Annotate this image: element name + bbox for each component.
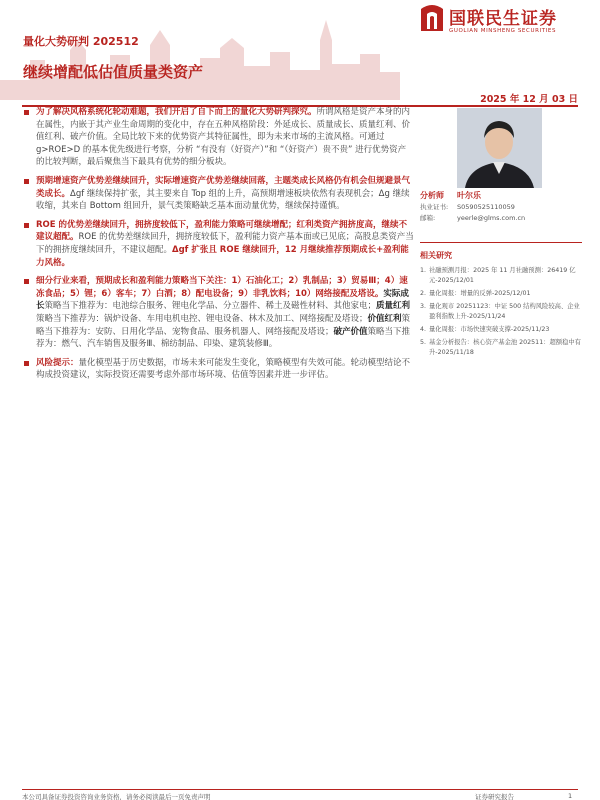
bullet-highlight: 细分行业来看，预期成长和盈利能力策略当下关注：1）石油化工；2）乳制品；3）贸易Ⅲ；4）速冻食品；5）锂；6）客车；7）白酒；8）配电设备；9）非乳饮料；10）网络接配及塔设。: [36, 276, 408, 299]
bullet-highlight: 风险提示：: [36, 357, 79, 368]
cert-number: S0590525110059: [457, 203, 515, 211]
related-item-number: 2.: [420, 290, 427, 297]
related-item-title: 社融预测月报：2025 年 11 月社融预测：26419 亿元-2025/12/01: [429, 267, 576, 284]
bullet-text: 策略当下推荐为：燃气、汽车销售及服务Ⅲ、棉纺制品、印染、建筑装修Ⅲ。: [36, 326, 411, 350]
analyst-cert-row: [420, 202, 582, 213]
email-label: 邮箱:: [420, 214, 436, 222]
page-number: 1: [568, 792, 573, 800]
report-header: [0, 0, 600, 110]
bullet-highlight: Δgf 扩张且 ROE 继续回升，12 月继续推荐预期成长+盈利能力风格。: [36, 244, 409, 268]
related-research-item[interactable]: [420, 338, 582, 358]
company-logo: [418, 3, 583, 41]
bullet-highlight: 破产价值: [333, 326, 368, 337]
footer-category: 证券研究报告: [475, 793, 514, 800]
related-research-item[interactable]: [420, 266, 582, 286]
report-date: 2025 年 12 月 03 日: [480, 94, 578, 105]
logo-english-name: GUOLIAN MINSHENG SECURITIES: [449, 28, 557, 34]
related-item-number: 5.: [420, 339, 427, 346]
analyst-role: 分析师: [420, 191, 444, 200]
bullet-text: 策略当下推荐为：锅炉设备、车用电机电控、锂电设备、林木及加工、网络接配及塔设；: [36, 313, 368, 324]
related-research-item[interactable]: [420, 302, 582, 322]
footer-disclaimer: 本公司具备证券投资咨询业务资格，请务必阅读最后一页免责声明: [22, 793, 211, 800]
bullet-highlight: 质量红利: [376, 301, 411, 312]
related-research-item[interactable]: [420, 325, 582, 335]
related-research-list: [420, 266, 582, 361]
analyst-email-row: [420, 213, 582, 224]
logo-chinese-name: 国联民生证券: [449, 9, 557, 29]
bullet-text: ROE 的优势差继续回升，拥挤度较低下，盈利能力资产基本面或已见底；高股息类资产当下的拥挤度继续回升，不建议超配。: [36, 232, 414, 255]
bullet-highlight: 实际成长: [36, 288, 409, 312]
bullet-text: Δgf 继续保持扩张，其主要来自 Top 组的上升，高预期增速板块依然有表现机会；Δg 继续收缩，其来自 Bottom 组回升，景气类策略缺乏基本面动量优势，继续保持谨慎。: [36, 188, 410, 212]
summary-bullet: [22, 357, 414, 382]
cert-label: 执业证书:: [420, 203, 449, 211]
related-research-item[interactable]: [420, 289, 582, 299]
bullet-text: 策略当下推荐为：电池综合服务、锂电化学品、分立器件、稀土及磁性材料、其他家电；: [44, 301, 377, 312]
analyst-info: [420, 190, 582, 224]
related-item-number: 4.: [420, 326, 427, 333]
bullet-highlight: 为了解决风格系统化轮动难题，我们开启了自下而上的量化大势研判探究。: [36, 107, 317, 117]
summary-bullet: [22, 275, 414, 351]
related-item-title: 量化周报：增量的反弹-2025/12/01: [429, 290, 531, 297]
related-item-number: 1.: [420, 267, 427, 274]
related-item-number: 3.: [420, 303, 427, 310]
related-item-title: 量化周报：市场快速突破支撑-2025/11/23: [429, 326, 550, 333]
related-item-title: 量化观市 20251123：中证 500 结构风险较高、企业盈利指数上升-2025/11/24: [429, 303, 580, 320]
logo-mark-icon: [418, 3, 446, 33]
analyst-name-row: [420, 190, 582, 202]
summary-bullet: [22, 219, 414, 269]
summary-bullet: [22, 175, 414, 213]
bullet-highlight: 预期增速资产优势差继续回升，实际增速资产优势差继续回落，主题类成长风格仍有机会但规避景气类成长。: [36, 175, 411, 199]
footer-divider: [22, 789, 578, 790]
bullet-highlight: ROE 的优势差继续回升，拥挤度较低下，盈利能力策略可继续增配；红利类资产拥挤度高，继续不建议超配。: [36, 219, 408, 243]
report-series: 量化大势研判 202512: [23, 35, 139, 48]
bullet-text: 策略当下推荐为：安防、日用化学品、宠物食品、服务机器人、网络接配及塔设；: [36, 313, 411, 337]
bullet-text: 所谓风格是资产本身的内在属性，内嵌于其产业生命周期的变化中，存在五种风格阶段：外延成长、质量成长、质量红利、价值红利、破产价值。全局比较下来的优势资产其特征属性，即为未来市场的主流风格。可通过 g>ROE>D 的基本优先级进行考察，分析 “有没有（好资产）”和 “（好资产）贵不贵” 进行优势资产的比较判断，最后聚焦当下最具有优势的细分板块。: [36, 107, 411, 168]
related-research-title: 相关研究: [420, 251, 452, 260]
analyst-photo: [457, 108, 542, 188]
related-item-title: 基金分析报告：核心资产基金池 202511：超额稳中有升-2025/11/18: [429, 339, 581, 356]
bullet-highlight: 价值红利: [367, 313, 402, 324]
analyst-name: 叶尔乐: [457, 191, 481, 200]
bullet-text: 量化模型基于历史数据，市场未来可能发生变化，策略模型有失效可能。轮动模型结论不构成投资建议，实际投资还需要考虑外部市场环境、估值等因素并进一步评估。: [36, 357, 411, 381]
analyst-email[interactable]: yeerle@glms.com.cn: [457, 214, 526, 222]
summary-bullet: [22, 106, 414, 169]
report-title: 继续增配低估值质量类资产: [23, 63, 204, 81]
summary-bullets: [22, 104, 414, 388]
sidebar-divider: [420, 242, 582, 243]
